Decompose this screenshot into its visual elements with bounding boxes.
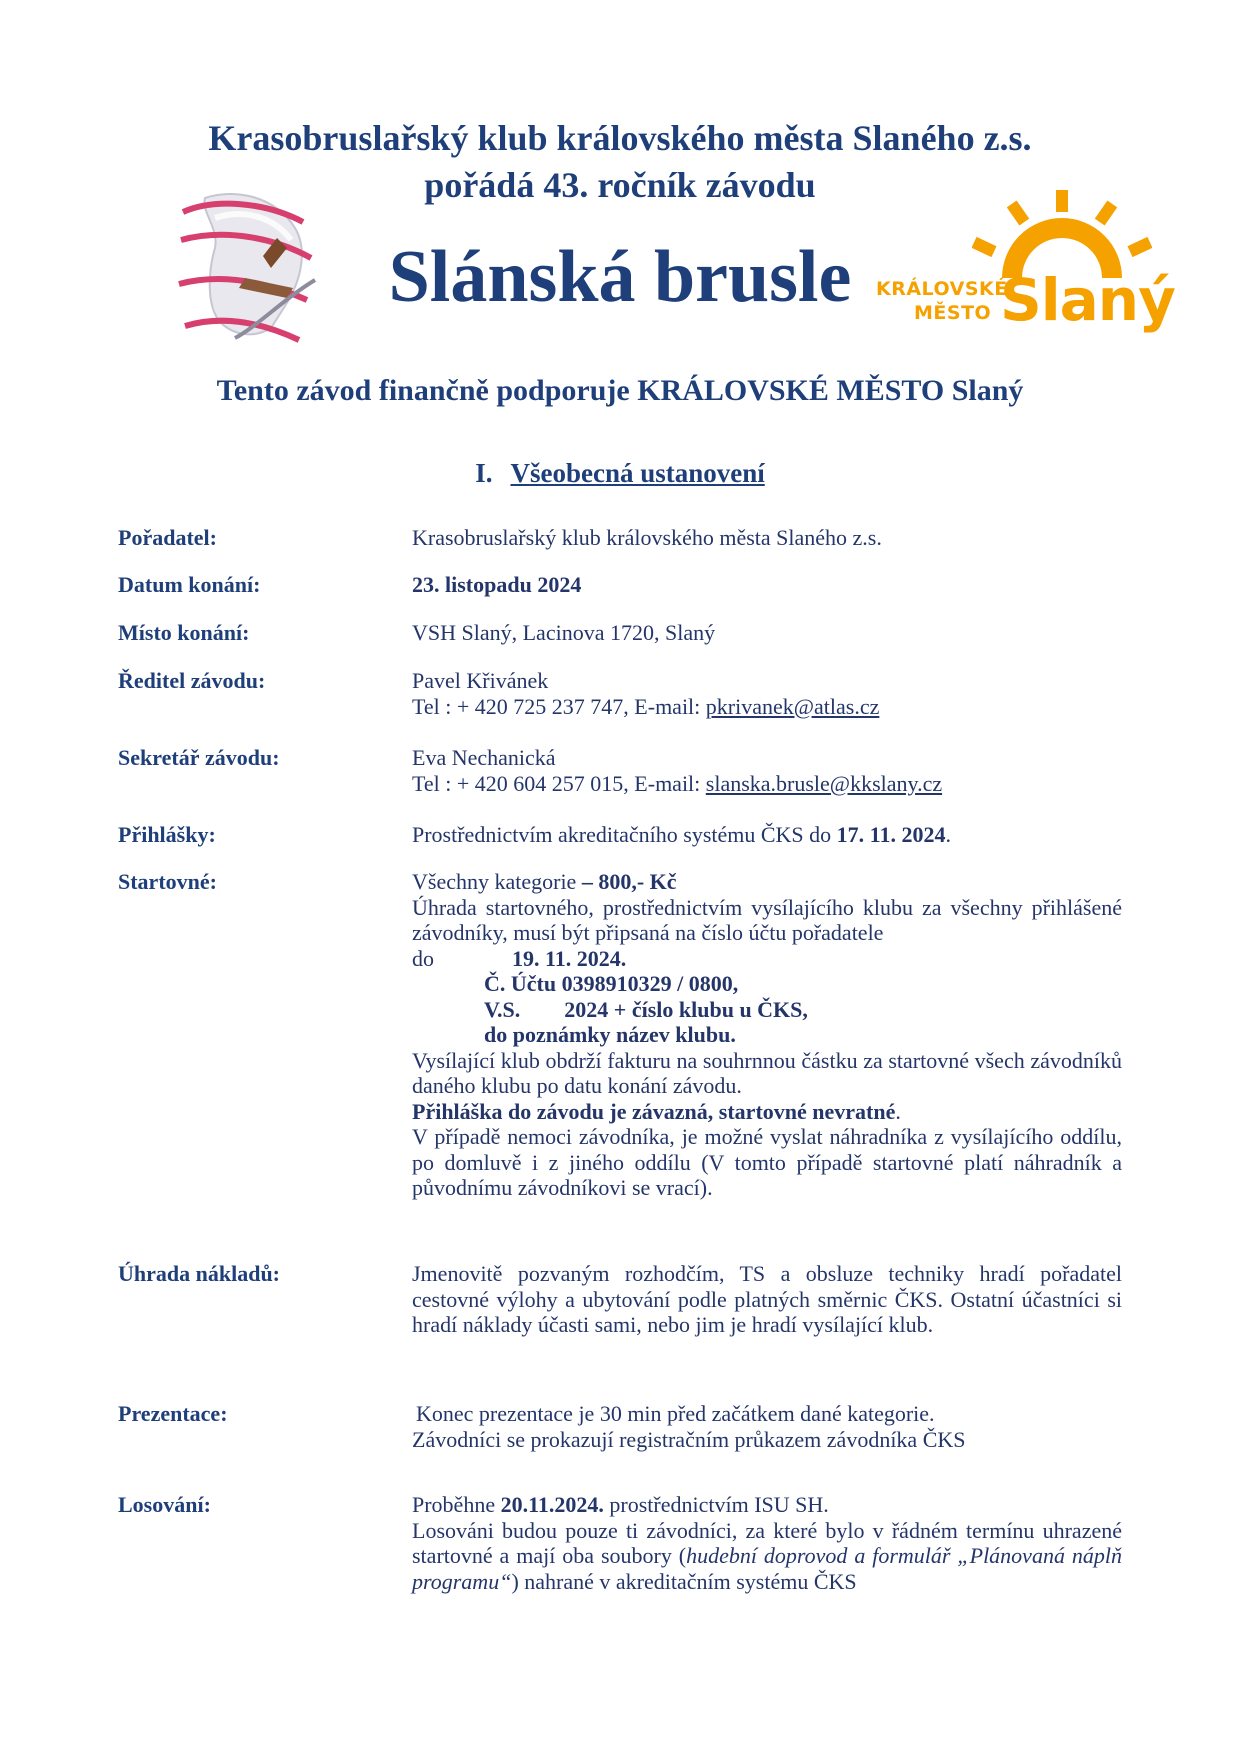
sponsor-line: Tento závod finančně podporuje KRÁLOVSKÉ MĚSTO Slaný xyxy=(216,374,1024,407)
sekretar-tel: Tel : + 420 604 257 015, E-mail: xyxy=(412,770,706,796)
value-poradatel: Krasobruslařský klub královského města Slaného z.s. xyxy=(412,525,882,550)
label-losovani: Losování: xyxy=(118,1492,211,1517)
label-naklady: Úhrada nákladů: xyxy=(118,1261,281,1286)
prihlasky-end: . xyxy=(945,822,951,847)
sekretar-email-link[interactable]: slanska.brusle@kkslany.cz xyxy=(705,770,943,796)
reditel-email-link[interactable]: pkrivanek@atlas.cz xyxy=(705,693,880,719)
organizer-heading: Krasobruslařský klub královského města Slaného z.s. xyxy=(208,118,1032,158)
prihlasky-text: Prostřednictvím akreditačního systému ČKS do xyxy=(412,822,837,847)
startovne-do-line xyxy=(412,946,1122,972)
value-startovne xyxy=(412,869,1122,1201)
label-prezentace: Prezentace: xyxy=(118,1401,228,1426)
value-naklady: Jmenovitě pozvaným rozhodčím, TS a obsluze techniky hradí pořadatel cestovné výlohy a ubytování podle platných směrnic ČKS. Ostatní účastníci si hradí náklady účasti sami, nebo jim je hradí vysílající klub. xyxy=(412,1261,1122,1337)
sekretar-name: Eva Nechanická xyxy=(412,745,556,770)
startovne-zavazna-end: . xyxy=(895,1098,901,1124)
value-prihlasky xyxy=(412,822,1122,848)
reditel-contact xyxy=(412,694,1122,720)
startovne-do: do xyxy=(412,945,434,971)
losovani-p2 xyxy=(412,1518,1122,1595)
city-logo-small-1: KRÁLOVSKÉ xyxy=(876,278,1008,300)
sekretar-contact xyxy=(412,771,1122,797)
prezentace-line1: Konec prezentace je 30 min před začátkem dané kategorie. xyxy=(416,1401,935,1426)
city-logo-name: Slaný xyxy=(1000,266,1175,334)
label-prihlasky: Přihlášky: xyxy=(118,822,216,847)
event-title: Slánská brusle xyxy=(388,236,852,318)
value-misto: VSH Slaný, Lacinova 1720, Slaný xyxy=(412,620,716,645)
startovne-vs-line xyxy=(412,997,1122,1023)
startovne-nahradnik: V případě nemoci závodníka, je možné vyslat náhradníka z vysílajícího oddílu, po domluvě i z jiného oddílu (V tomto případě startovné platí náhradník a původnímu závodníkovi se vrací). xyxy=(412,1124,1122,1200)
section-title: Všeobecná ustanovení xyxy=(510,458,765,488)
city-logo-small-2: MĚSTO xyxy=(914,302,992,324)
value-sekretar xyxy=(412,745,1122,796)
label-datum: Datum konání: xyxy=(118,572,261,597)
startovne-do-date: 19. 11. 2024. xyxy=(512,945,627,971)
label-reditel: Ředitel závodu: xyxy=(118,668,266,693)
losovani-p2-italic: hudební doprovod a formulář „Plánovaná náplň programu“ xyxy=(412,1543,1122,1594)
startovne-vs-value: 2024 + číslo klubu u ČKS, xyxy=(564,996,808,1022)
value-reditel xyxy=(412,668,1122,719)
startovne-cena: – 800,- Kč xyxy=(581,869,677,894)
section-heading xyxy=(0,458,1240,489)
startovne-kategorie-text: Všechny kategorie xyxy=(412,869,582,894)
losovani-p2-a: Losováni budou pouze ti závodníci, za které bylo v řádném termínu uhrazené startovné a mají oba soubory ( xyxy=(412,1517,1122,1568)
value-datum: 23. listopadu 2024 xyxy=(412,572,582,597)
edition-heading: pořádá 43. ročník závodu xyxy=(424,165,816,205)
reditel-name: Pavel Křivánek xyxy=(412,668,549,693)
startovne-faktura: Vysílající klub obdrží fakturu na souhrnnou částku za startovné všech závodníků daného klubu po datu konání závodu. xyxy=(412,1047,1122,1098)
losovani-p1-date: 20.11.2024. xyxy=(500,1492,604,1517)
losovani-p1-a: Proběhne xyxy=(412,1492,501,1517)
losovani-p2-b: ) nahrané v akreditačním systému ČKS xyxy=(511,1568,857,1594)
prihlasky-date: 17. 11. 2024 xyxy=(836,822,946,847)
startovne-ucet: Č. Účtu 0398910329 / 0800, xyxy=(484,971,739,996)
city-logo xyxy=(876,190,1175,350)
label-startovne: Startovné: xyxy=(118,869,217,894)
section-number: I. xyxy=(475,458,493,488)
startovne-zavazna: Přihláška do závodu je závazná, startovné nevratné xyxy=(412,1098,896,1124)
losovani-p1 xyxy=(412,1492,1122,1518)
prezentace-line2: Závodníci se prokazují registračním průkazem závodníka ČKS xyxy=(412,1426,966,1452)
startovne-zavazna-line xyxy=(412,1099,1122,1125)
startovne-vs-label: V.S. xyxy=(484,996,521,1022)
label-misto: Místo konání: xyxy=(118,620,250,645)
startovne-uhrada: Úhrada startovného, prostřednictvím vysílajícího klubu za všechny přihlášené závodníky, musí být připsaná na číslo účtu pořadatele xyxy=(412,894,1122,945)
losovani-p1-b: prostřednictvím ISU SH. xyxy=(603,1492,829,1517)
value-losovani xyxy=(412,1492,1122,1594)
value-prezentace xyxy=(412,1401,1122,1452)
startovne-kategorie xyxy=(412,869,1122,895)
reditel-tel: Tel : + 420 725 237 747, E-mail: xyxy=(412,693,706,719)
startovne-poznamka: do poznámky název klubu. xyxy=(484,1022,736,1047)
skate-logo-icon xyxy=(175,188,325,348)
label-sekretar: Sekretář závodu: xyxy=(118,745,280,770)
label-poradatel: Pořadatel: xyxy=(118,525,217,550)
